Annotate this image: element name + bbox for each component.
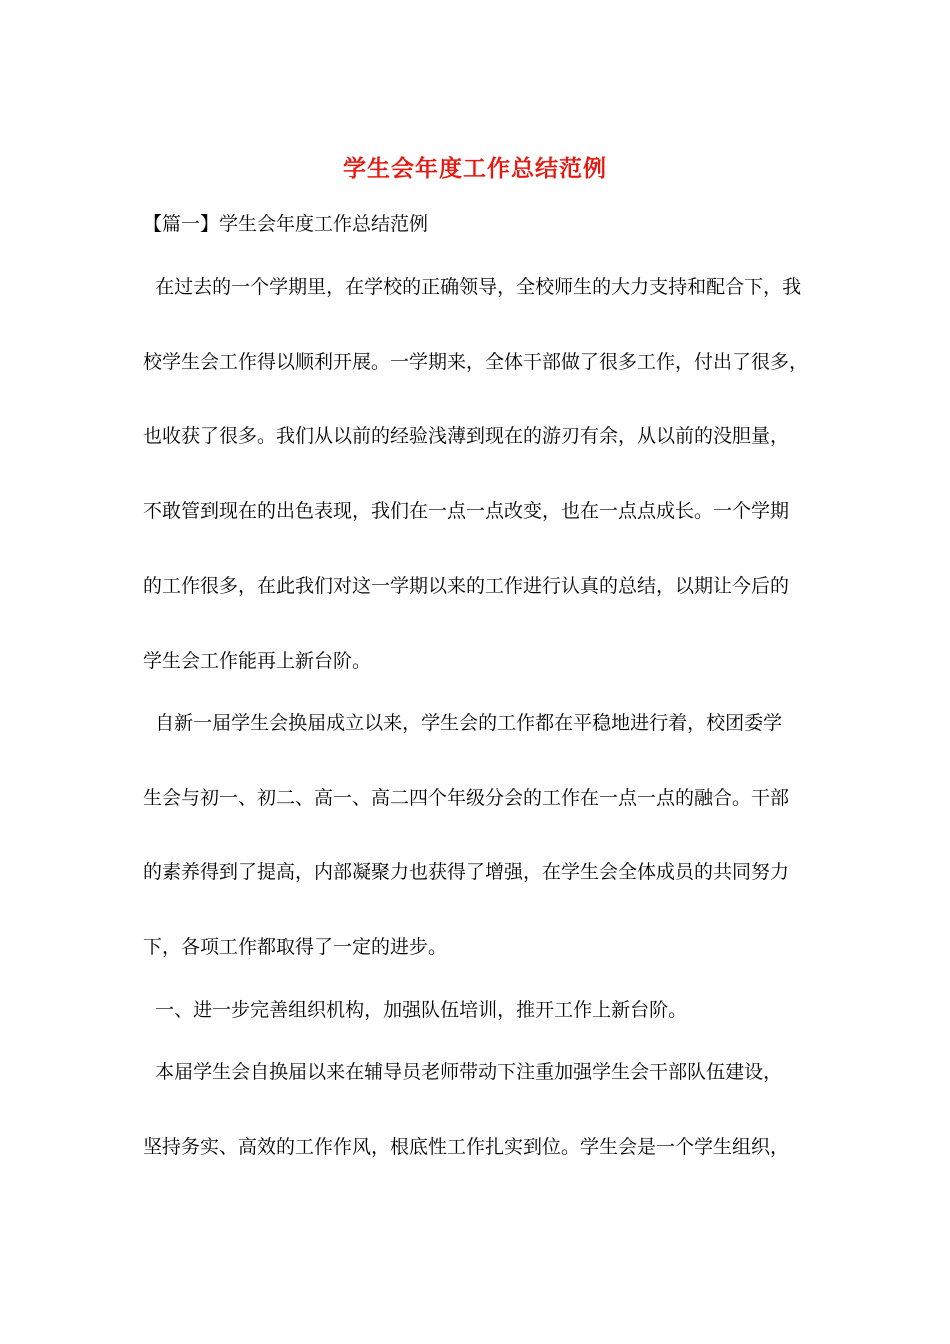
paragraph-line: 学生会工作能再上新台阶。 bbox=[143, 650, 372, 672]
paragraph-line: 在过去的一个学期里，在学校的正确领导，全校师生的大力支持和配合下，我 bbox=[143, 276, 802, 298]
paragraph-line: 校学生会工作得以顺利开展。一学期来，全体干部做了很多工作，付出了很多， bbox=[143, 351, 809, 373]
paragraph-line: 的工作很多，在此我们对这一学期以来的工作进行认真的总结，以期让今后的 bbox=[143, 575, 790, 597]
paragraph-line: 坚持务实、高效的工作作风，根底性工作扎实到位。学生会是一个学生组织， bbox=[143, 1136, 790, 1158]
paragraph-line: 不敢管到现在的出色表现，我们在一点一点改变，也在一点点成长。一个学期 bbox=[143, 500, 790, 522]
paragraph-line: 自新一届学生会换届成立以来，学生会的工作都在平稳地进行着，校团委学 bbox=[143, 712, 783, 734]
paragraph-line: 一、进一步完善组织机构，加强队伍培训，推开工作上新台阶。 bbox=[143, 999, 688, 1021]
paragraph-line: 也收获了很多。我们从以前的经验浅薄到现在的游刃有余，从以前的没胆量， bbox=[143, 425, 790, 447]
paragraph-line: 的素养得到了提高，内部凝聚力也获得了增强，在学生会全体成员的共同努力 bbox=[143, 861, 790, 883]
document-title: 学生会年度工作总结范例 bbox=[343, 155, 607, 182]
paragraph-line: 下，各项工作都取得了一定的进步。 bbox=[143, 936, 448, 958]
section-heading: 【篇一】学生会年度工作总结范例 bbox=[143, 213, 429, 235]
paragraph-line: 本届学生会自换届以来在辅导员老师带动下注重加强学生会干部队伍建设， bbox=[143, 1061, 783, 1083]
paragraph-line: 生会与初一、初二、高一、高二四个年级分会的工作在一点一点的融合。干部 bbox=[143, 787, 790, 809]
